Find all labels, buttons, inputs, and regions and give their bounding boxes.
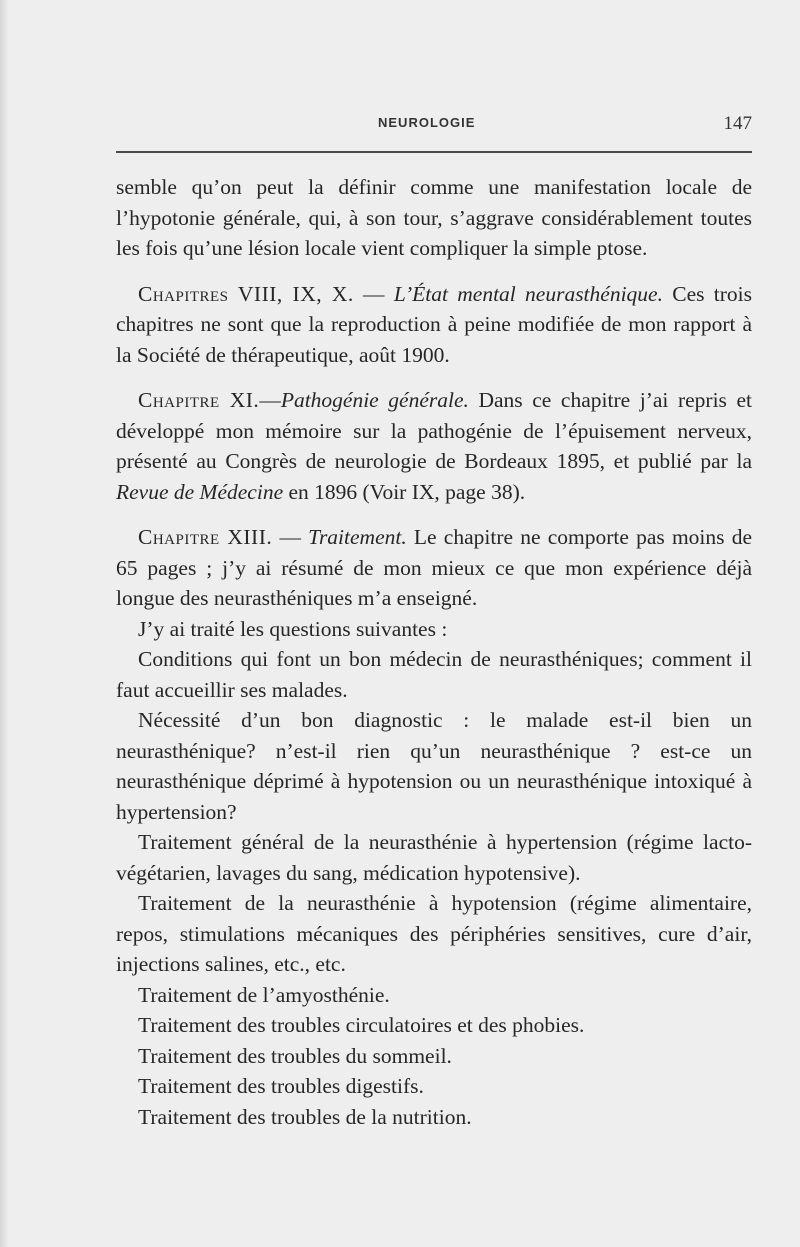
chapter-label: Chapitres VIII, IX, X. — [138, 281, 354, 306]
chapter-title: Pathogénie générale. — [280, 388, 469, 412]
chapter-description: Ces trois chapitres ne sont que la reproduction à peine modifiée de mon rapport à la Société de thérapeutique, août 1900. — [116, 281, 752, 367]
paragraph-conditions: Conditions qui font un bon médecin de neurasthéniques; comment il faut accueillir ses malades. — [116, 647, 752, 702]
chapter-label: Chapitre XI. — [138, 388, 260, 412]
paragraph-diagnostic: Nécessité d’un bon diagnostic : le malade est-il bien un neurasthénique? n’est-il rien qu’un neurasthénique ? est-ce un neurasthénique déprimé à hypotension ou un neurasthénique intoxiqué à hypertension? — [116, 708, 752, 824]
page-edge-shadow — [0, 0, 8, 1247]
journal-title: Revue de Médecine — [116, 479, 284, 504]
chapter-dash: — — [259, 388, 281, 412]
paragraph-questions-intro: J’y ai traité les questions suivantes : — [138, 616, 448, 641]
list-item: Traitement de l’amyosthénie. — [138, 982, 390, 1007]
list-item: Traitement des troubles circulatoires et des phobies. — [138, 1013, 585, 1037]
chapter-description-end: en 1896 (Voir IX, page 38). — [283, 479, 526, 504]
paragraph-chapitre-xi — [116, 385, 752, 507]
treatment-list — [116, 980, 752, 1133]
chapter-label: Chapitre XIII. — [138, 525, 273, 549]
paragraph-hypotonie: semble qu’on peut la définir comme une manifestation locale de l’hypotonie générale, qui, à son tour, s’aggrave considérablement toutes les fois qu’une lésion locale vient compliquer la simple ptose. — [116, 175, 752, 260]
chapter-description: Dans ce chapitre j’ai repris et développé mon mémoire sur la pathogénie de l’épuisement nerveux, présenté au Congrès de neurologie de Bordeaux 1895, et publié par la — [116, 388, 752, 473]
running-title: NEUROLOGIE — [378, 115, 476, 130]
chapter-dash: — — [353, 281, 394, 306]
chapter-title: L’État mental neurasthénique. — [393, 281, 663, 306]
paragraph-chapitre-xiii — [116, 522, 752, 614]
paragraph-hypotension: Traitement de la neurasthénie à hypotension (régime alimentaire, repos, stimulations mécaniques des périphéries sensitives, cure d’air, injections salines, etc., etc. — [116, 891, 752, 976]
paragraph-hypertension: Traitement général de la neurasthénie à hypertension (régime lacto-végétarien, lavages du sang, médication hypotensive). — [116, 830, 752, 885]
header-rule — [116, 151, 752, 153]
list-item: Traitement des troubles du sommeil. — [138, 1043, 452, 1068]
chapter-dash: — — [272, 525, 309, 549]
paragraph-chapitres-viii-x — [116, 279, 752, 371]
chapter-description: Le chapitre ne comporte pas moins de 65 pages ; j’y ai résumé de mon mieux ce que mon expérience déjà longue des neurasthéniques m’a enseigné. — [116, 525, 753, 610]
list-item: Traitement des troubles de la nutrition. — [138, 1104, 472, 1129]
page-body — [116, 172, 752, 1132]
page-header — [116, 113, 752, 137]
chapter-title: Traitement. — [308, 525, 407, 549]
page-number: 147 — [723, 113, 752, 134]
list-item: Traitement des troubles digestifs. — [138, 1074, 424, 1098]
